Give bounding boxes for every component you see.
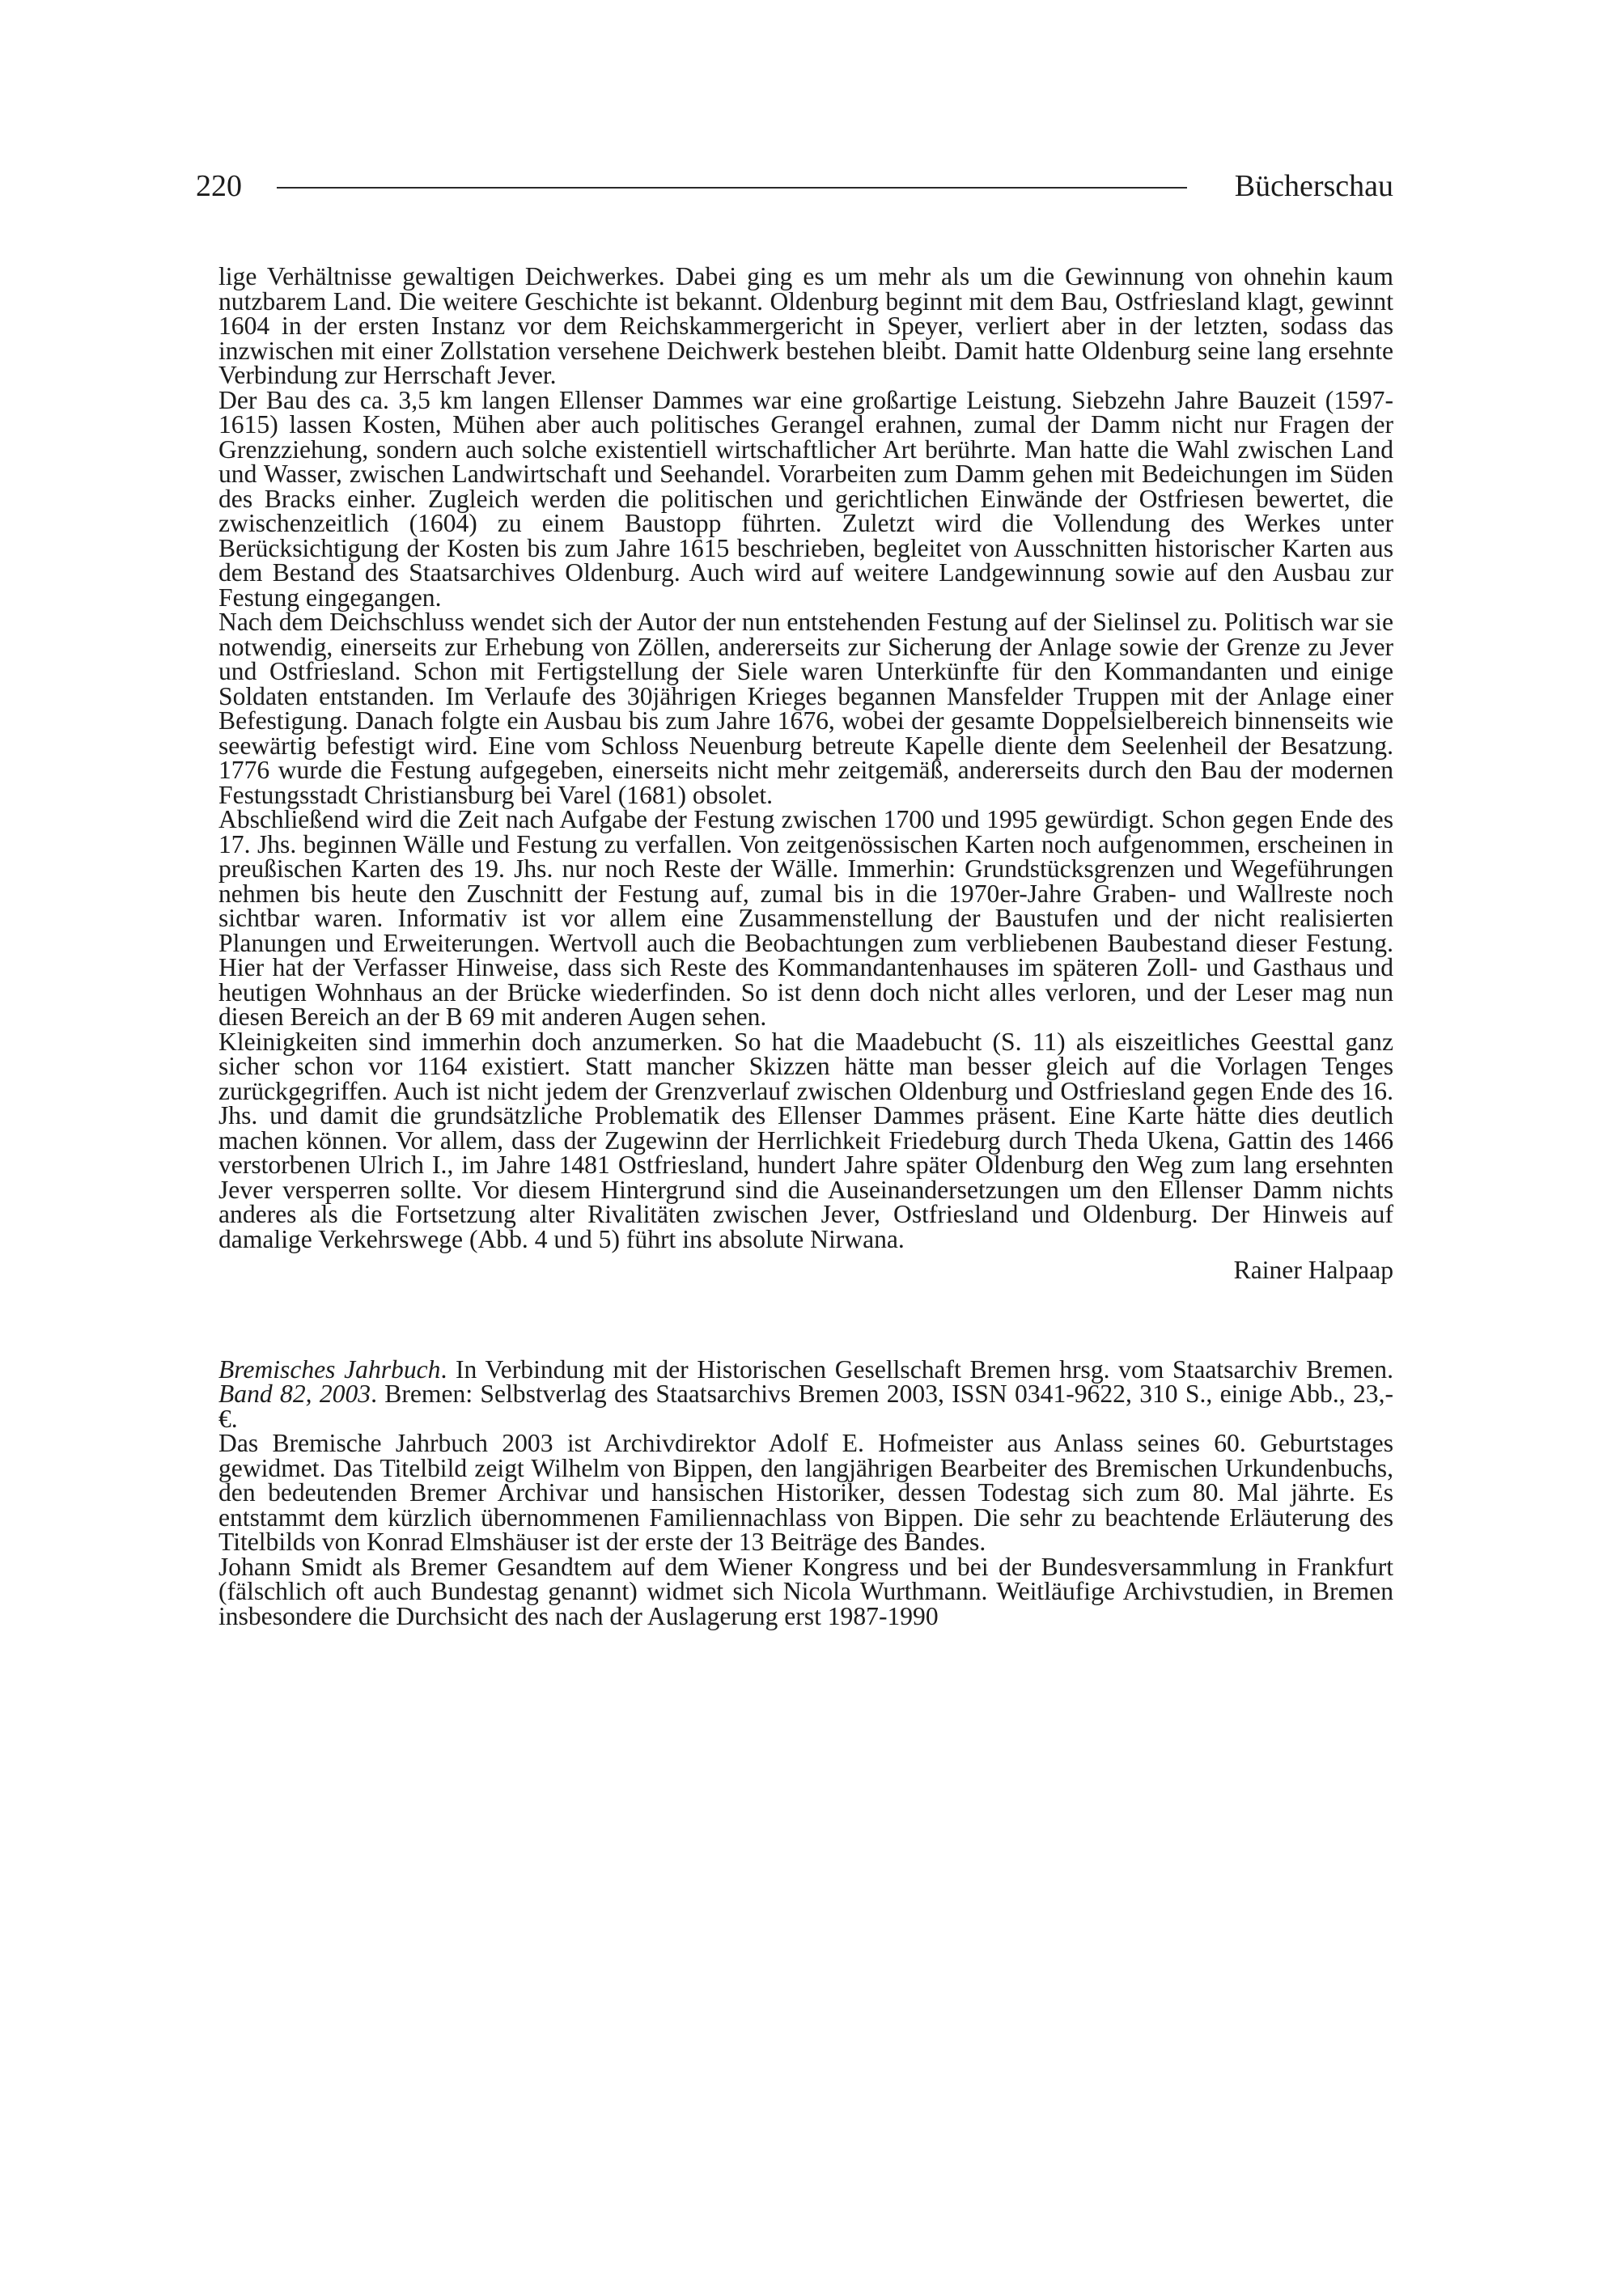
citation-title: Bremisches Jahrbuch [218, 1354, 441, 1384]
body-paragraph: Kleinigkeiten sind immerhin doch anzumerken. So hat die Maadebucht (S. 11) als eiszeitliches Geesttal ganz sicher schon vor 1164 existiert. Statt mancher Skizzen hätte man besser gleich auf die Vorlagen Tenges zurückgegriffen. Auch ist nicht jedem der Grenzverlauf zwischen Oldenburg und Ostfriesland gegen Ende des 16. Jhs. und damit die grundsätzliche Problematik des Ellenser Dammes präsent. Eine Karte hätte dies deutlich machen können. Vor allem, dass der Zugewinn der Herrlichkeit Friedeburg durch Theda Ukena, Gattin des 1466 verstorbenen Ulrich I., im Jahre 1481 Ostfriesland, hundert Jahre später Oldenburg den Weg zum lang ersehnten Jever versperren sollte. Vor diesem Hintergrund sind die Auseinandersetzungen um den Ellenser Damm nichts anderes als die Fortsetzung alter Rivalitäten zwischen Jever, Ostfriesland und Oldenburg. Der Hinweis auf damalige Verkehrswege (Abb. 4 und 5) führt ins absolute Nirwana. [218, 1027, 1393, 1253]
page-number: 220 [196, 169, 242, 203]
body-paragraph: Nach dem Deichschluss wendet sich der Autor der nun entstehenden Festung auf der Sielinsel zu. Politisch war sie notwendig, einerseits zur Erhebung von Zöllen, andererseits zur Sicherung der Anlage sowie der Grenze zu Jever und Ostfriesland. Schon mit Fertigstellung der Siele waren Unterkünfte für den Kommandanten und einige Soldaten entstanden. Im Verlaufe des 30jährigen Krieges begannen Mansfelder Truppen mit der Anlage einer Befestigung. Danach folgte ein Ausbau bis zum Jahre 1676, wobei der gesamte Doppelsielbereich binnenseits wie seewärtig befestigt wird. Eine vom Schloss Neuenburg betreute Kapelle diente dem Seelenheil der Besatzung. 1776 wurde die Festung aufgegeben, einerseits nicht mehr zeitgemäß, andererseits durch den Bau der modernen Festungsstadt Christiansburg bei Varel (1681) obsolet. [218, 608, 1393, 809]
body-paragraph: lige Verhältnisse gewaltigen Deichwerkes. Dabei ging es um mehr als um die Gewinnung von ohnehin kaum nutzbarem Land. Die weitere Geschichte ist bekannt. Oldenburg beginnt mit dem Bau, Ostfriesland klagt, gewinnt 1604 in der ersten Instanz vor dem Reichskammergericht in Speyer, verliert aber in der letzten, sodass das inzwischen mit einer Zollstation versehene Deichwerk bestehen bleibt. Damit hatte Oldenburg seine lang ersehnte Verbindung zur Herrschaft Jever. [218, 262, 1393, 389]
running-head: Bücherschau [1234, 169, 1393, 203]
citation-volume: Band 82, 2003 [218, 1380, 371, 1408]
citation-paragraph [218, 1354, 1393, 1433]
review-bremisches-jahrbuch [218, 1354, 1393, 1630]
body-paragraph: Das Bremische Jahrbuch 2003 ist Archivdirektor Adolf E. Hofmeister aus Anlass seines 60. Geburtstages gewidmet. Das Titelbild zeigt Wilhelm von Bippen, den langjährigen Bearbeiter des Bremischen Urkundenbuchs, den bedeutenden Bremer Archivar und hansischen Historiker, dessen Todestag sich zum 80. Mal jährte. Es entstammt dem kürzlich übernommenen Familiennachlass von Bippen. Die sehr zu beachtende Erläuterung des Titelbilds von Konrad Elmshäuser ist der erste der 13 Beiträge des Bandes. [218, 1429, 1393, 1556]
page-body [218, 262, 1393, 1630]
citation-text: . Bremen: Selbstverlag des Staatsarchivs Bremen 2003, ISSN 0341-9622, 310 S., einige Abb., 23,- €. [218, 1380, 1393, 1433]
body-paragraph: Johann Smidt als Bremer Gesandtem auf dem Wiener Kongress und bei der Bundesversammlung in Frankfurt (fälschlich oft auch Bundestag genannt) widmet sich Nicola Wurthmann. Weitläufige Archivstudien, in Bremen insbesondere die Durchsicht des nach der Auslagerung erst 1987-1990 [218, 1552, 1393, 1630]
page-header [196, 167, 1393, 215]
reviewer-signature: Rainer Halpaap [1233, 1256, 1393, 1284]
review-ellenser-damm [218, 262, 1393, 1284]
body-paragraph: Der Bau des ca. 3,5 km langen Ellenser Dammes war eine großartige Leistung. Siebzehn Jahre Bauzeit (1597-1615) lassen Kosten, Mühen aber auch politisches Gerangel erahnen, zumal der Damm nicht nur Fragen der Grenzziehung, sondern auch solche existentiell wirtschaftlicher Art berührte. Man hatte die Wahl zwischen Land und Wasser, zwischen Landwirtschaft und Seehandel. Vorarbeiten zum Damm gehen mit Bedeichungen im Süden des Bracks einher. Zugleich werden die politischen und gerichtlichen Einwände der Ostfriesen bewertet, die zwischenzeitlich (1604) zu einem Baustopp führten. Zuletzt wird die Vollendung des Werkes unter Berücksichtigung der Kosten bis zum Jahre 1615 beschrieben, begleitet von Ausschnitten historischer Karten aus dem Bestand des Staatsarchives Oldenburg. Auch wird auf weitere Landgewinnung sowie auf den Ausbau zur Festung eingegangen. [218, 385, 1393, 612]
citation-text: . In Verbindung mit der Historischen Gesellschaft Bremen hrsg. vom Staatsarchiv Bremen. [440, 1354, 1393, 1384]
section-gap [218, 1283, 1393, 1358]
body-paragraph: Abschließend wird die Zeit nach Aufgabe der Festung zwischen 1700 und 1995 gewürdigt. Schon gegen Ende des 17. Jhs. beginnen Wälle und Festung zu verfallen. Von zeitgenössischen Karten noch aufgenommen, erscheinen in preußischen Karten des 19. Jhs. nur noch Reste der Wälle. Immerhin: Grundstücksgrenzen und Wegeführungen nehmen bis heute den Zuschnitt der Festung auf, zumal bis in die 1970er-Jahre Graben- und Wallreste noch sichtbar waren. Informativ ist vor allem eine Zusammenstellung der Baustufen und der nicht realisierten Planungen und Erweiterungen. Wertvoll auch die Beobachtungen zum verbliebenen Baubestand dieser Festung. Hier hat der Verfasser Hinweise, dass sich Reste des Kommandantenhauses im späteren Zoll- und Gasthaus und heutigen Wohnhaus an der Brücke wiederfinden. So ist denn doch nicht alles verloren, und der Leser mag nun diesen Bereich an der B 69 mit anderen Augen sehen. [218, 805, 1393, 1031]
header-rule [277, 187, 1187, 189]
